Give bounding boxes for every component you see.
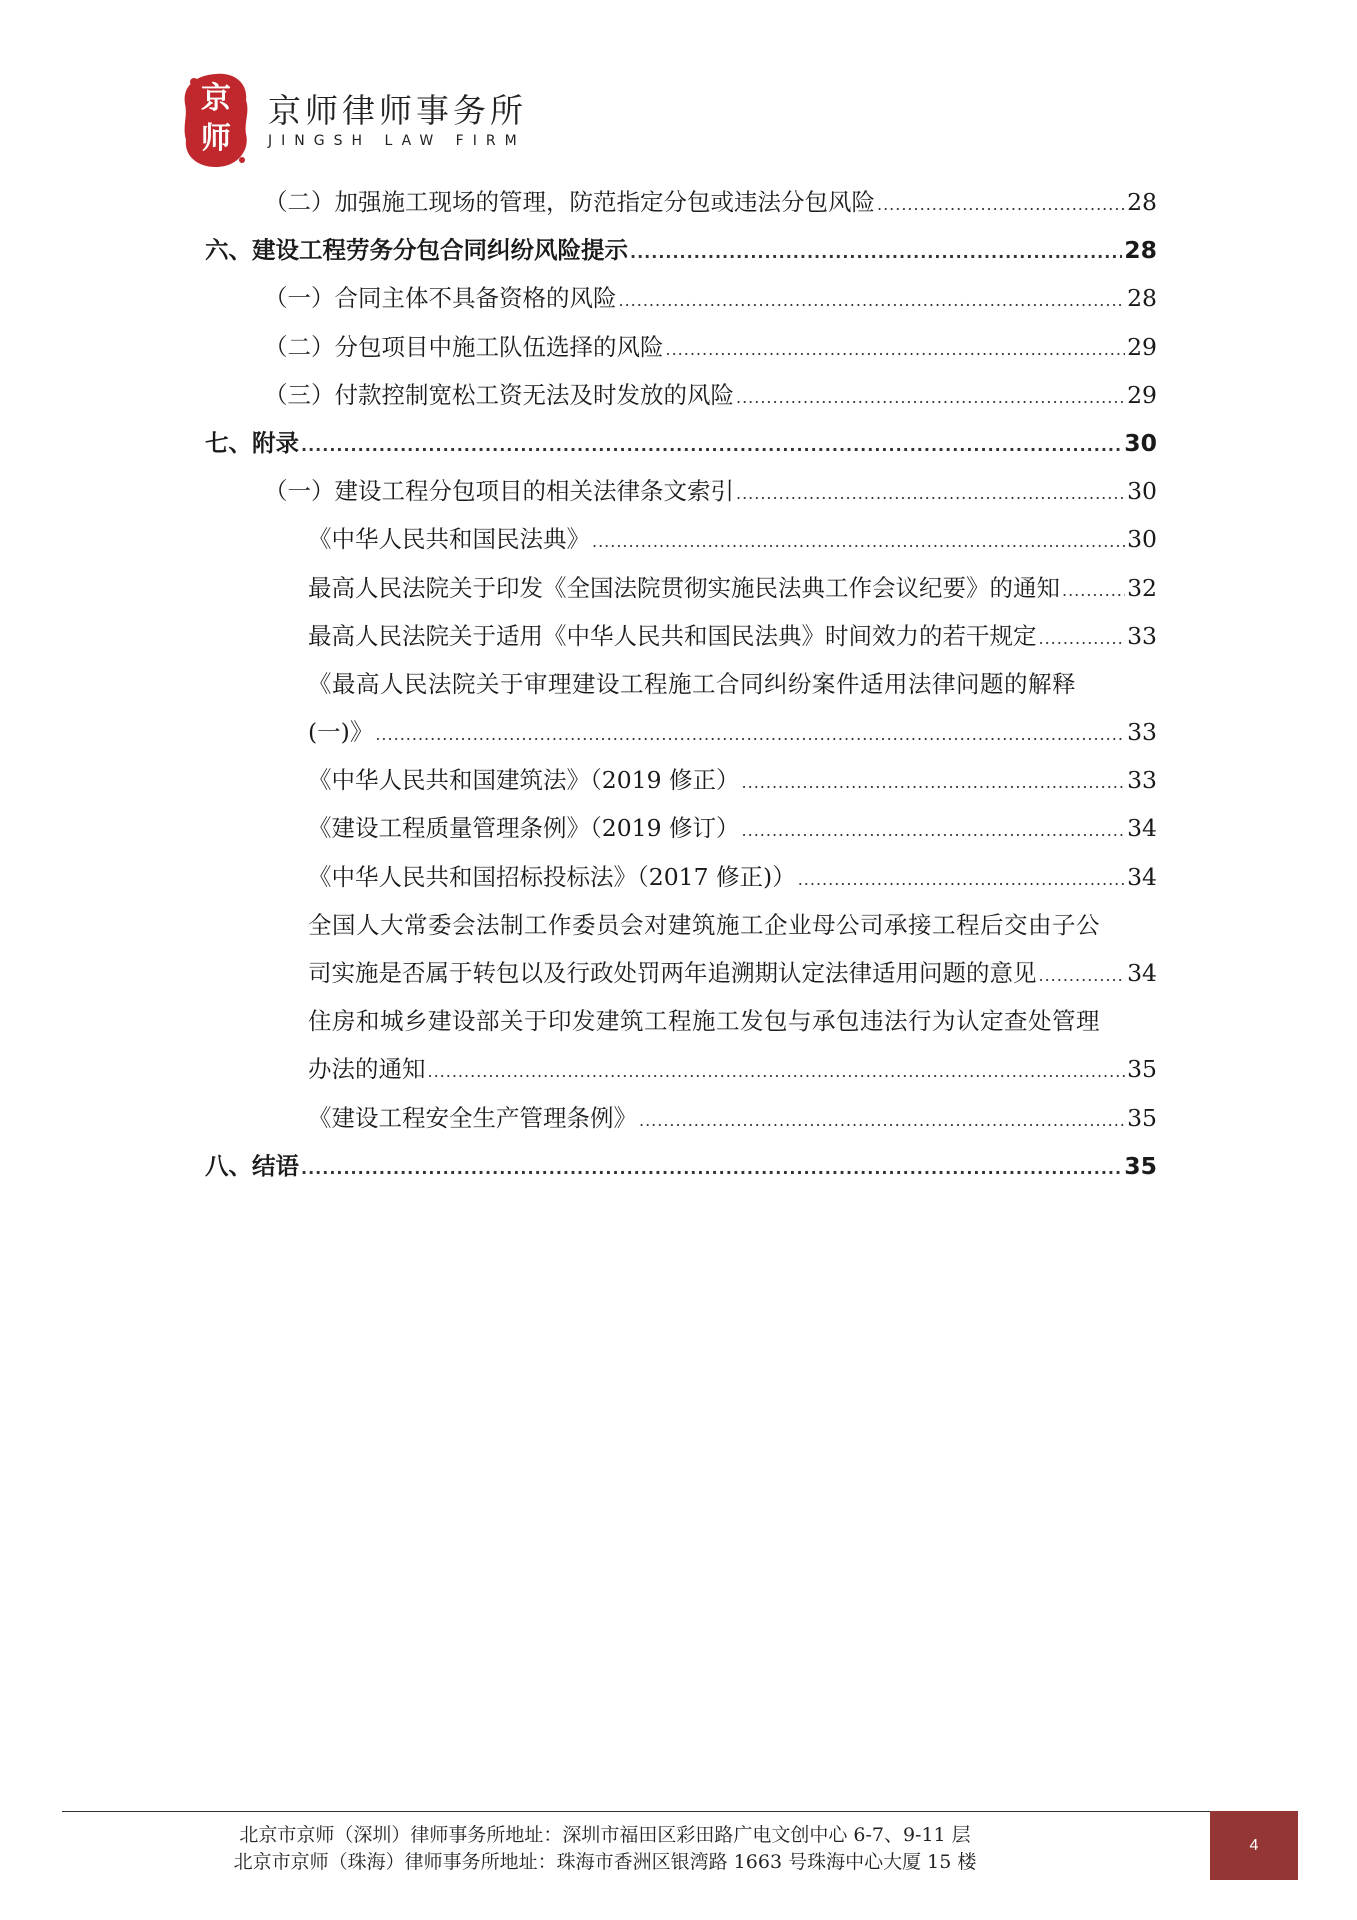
firm-logo: [180, 70, 527, 170]
toc-entry[interactable]: [205, 1099, 1157, 1147]
toc-entry[interactable]: [205, 1002, 1157, 1050]
toc-entry-title: 全国人大常委会法制工作委员会对建筑施工企业母公司承接工程后交由子公: [308, 910, 1100, 939]
seal-char-jing: 京: [201, 81, 231, 116]
toc-entry-title: 最高人民法院关于适用《中华人民共和国民法典》时间效力的若干规定: [308, 621, 1037, 650]
toc-entry[interactable]: [205, 617, 1157, 665]
toc-entry-title: 住房和城乡建设部关于印发建筑工程施工发包与承包违法行为认定查处管理: [308, 1007, 1100, 1036]
toc-leader-dots: [666, 340, 1126, 359]
toc-entry-title: (一)》: [308, 718, 374, 747]
toc-entry-title: 六、建设工程劳务分包合同纠纷风险提示: [205, 236, 628, 265]
toc-entry[interactable]: [205, 376, 1157, 424]
toc-page-number: 33: [1127, 621, 1157, 650]
toc-entry[interactable]: [205, 183, 1157, 231]
toc-page-number: 34: [1127, 959, 1157, 987]
toc-page-number: 30: [1124, 428, 1157, 457]
toc-page-number: 35: [1127, 1103, 1157, 1132]
toc-entry-title: （三）付款控制宽松工资无法及时发放的风险: [264, 380, 734, 409]
footer-address-shenzhen: 北京市京师（深圳）律师事务所地址：深圳市福田区彩田路广电文创中心 6-7、9-11 层: [239, 1824, 971, 1846]
toc-entry[interactable]: [205, 424, 1157, 472]
toc-entry[interactable]: [205, 520, 1157, 568]
toc-page-number: 32: [1127, 573, 1157, 602]
toc-leader-dots: [1039, 629, 1126, 648]
toc-entry[interactable]: [205, 858, 1157, 906]
toc-entry-title: 《建设工程质量管理条例》（2019 修订）: [308, 814, 740, 843]
page-number-badge: [1210, 1811, 1298, 1880]
toc-entry[interactable]: [205, 1050, 1157, 1098]
toc-page-number: 28: [1124, 236, 1157, 265]
firm-name-cn: 京师律师事务所: [268, 91, 527, 130]
toc-page-number: 29: [1127, 380, 1157, 409]
toc-leader-dots: [1039, 966, 1126, 985]
toc-entry-title: 《建设工程安全生产管理条例》: [308, 1103, 637, 1132]
toc-entry-title: 《中华人民共和国招标投标法》（2017 修正)）: [308, 862, 796, 891]
toc-entry[interactable]: [205, 665, 1157, 713]
toc-leader-dots: [301, 1159, 1122, 1178]
toc-entry[interactable]: [205, 1147, 1157, 1195]
toc-leader-dots: [619, 291, 1126, 310]
toc-entry-title: 《中华人民共和国民法典》: [308, 525, 590, 554]
toc-leader-dots: [736, 388, 1125, 407]
toc-entry[interactable]: [205, 472, 1157, 520]
toc-entry-title: 八、结语: [205, 1151, 299, 1180]
toc-leader-dots: [742, 773, 1126, 792]
toc-entry[interactable]: [205, 954, 1157, 1002]
toc-page-number: 29: [1127, 332, 1157, 361]
footer-divider: [62, 1811, 1210, 1812]
toc-page-number: 35: [1127, 1055, 1157, 1084]
toc-page-number: 28: [1127, 284, 1157, 313]
toc-entry[interactable]: [205, 906, 1157, 954]
toc-leader-dots: [639, 1111, 1125, 1130]
toc-leader-dots: [428, 1062, 1126, 1081]
footer-address: [0, 1822, 1210, 1876]
toc-leader-dots: [301, 436, 1122, 455]
toc-leader-dots: [630, 243, 1122, 262]
seal-char-shi: 师: [201, 121, 231, 156]
toc-page-number: 30: [1127, 477, 1157, 506]
toc-entry[interactable]: [205, 231, 1157, 279]
toc-page-number: 35: [1124, 1151, 1157, 1180]
toc-entry[interactable]: [205, 279, 1157, 327]
toc-entry-title: （一）合同主体不具备资格的风险: [264, 284, 617, 313]
toc-entry-title: 最高人民法院关于印发《全国法院贯彻实施民法典工作会议纪要》的通知: [308, 573, 1060, 602]
toc-entry[interactable]: [205, 761, 1157, 809]
toc-leader-dots: [798, 870, 1125, 889]
toc-entry[interactable]: [205, 713, 1157, 761]
toc-page-number: 30: [1127, 525, 1157, 554]
toc-page-number: 34: [1127, 814, 1157, 843]
toc-entry-title: 办法的通知: [308, 1055, 426, 1084]
toc-entry-title: 七、附录: [205, 428, 299, 457]
toc-entry-title: （二）分包项目中施工队伍选择的风险: [264, 332, 664, 361]
toc-page-number: 33: [1127, 766, 1157, 795]
toc-leader-dots: [1062, 581, 1125, 600]
seal-icon: [180, 70, 252, 170]
toc-leader-dots: [742, 821, 1126, 840]
footer-address-zhuhai: 北京市京师（珠海）律师事务所地址：珠海市香洲区银湾路 1663 号珠海中心大厦 15 楼: [233, 1851, 977, 1873]
toc-entry[interactable]: [205, 809, 1157, 857]
toc-leader-dots: [375, 725, 1125, 744]
firm-name-en: JINGSH LAW FIRM: [268, 133, 526, 149]
toc-entry-title: 《最高人民法院关于审理建设工程施工合同纠纷案件适用法律问题的解释: [308, 669, 1076, 698]
toc-entry-title: 《中华人民共和国建筑法》（2019 修正）: [308, 766, 740, 795]
toc-entry-title: 司实施是否属于转包以及行政处罚两年追溯期认定法律适用问题的意见: [308, 959, 1037, 987]
toc-leader-dots: [592, 532, 1125, 551]
toc-entry[interactable]: [205, 569, 1157, 617]
toc-entry[interactable]: [205, 328, 1157, 376]
toc-page-number: 28: [1127, 188, 1157, 216]
table-of-contents: [205, 183, 1157, 1195]
toc-entry-title: （一）建设工程分包项目的相关法律条文索引: [264, 477, 734, 506]
toc-page-number: 34: [1127, 862, 1157, 891]
page-number: 4: [1249, 1836, 1259, 1854]
toc-leader-dots: [736, 484, 1125, 503]
toc-page-number: 33: [1127, 718, 1157, 747]
toc-entry-title: （二）加强施工现场的管理，防范指定分包或违法分包风险: [264, 188, 875, 216]
toc-leader-dots: [877, 195, 1125, 214]
